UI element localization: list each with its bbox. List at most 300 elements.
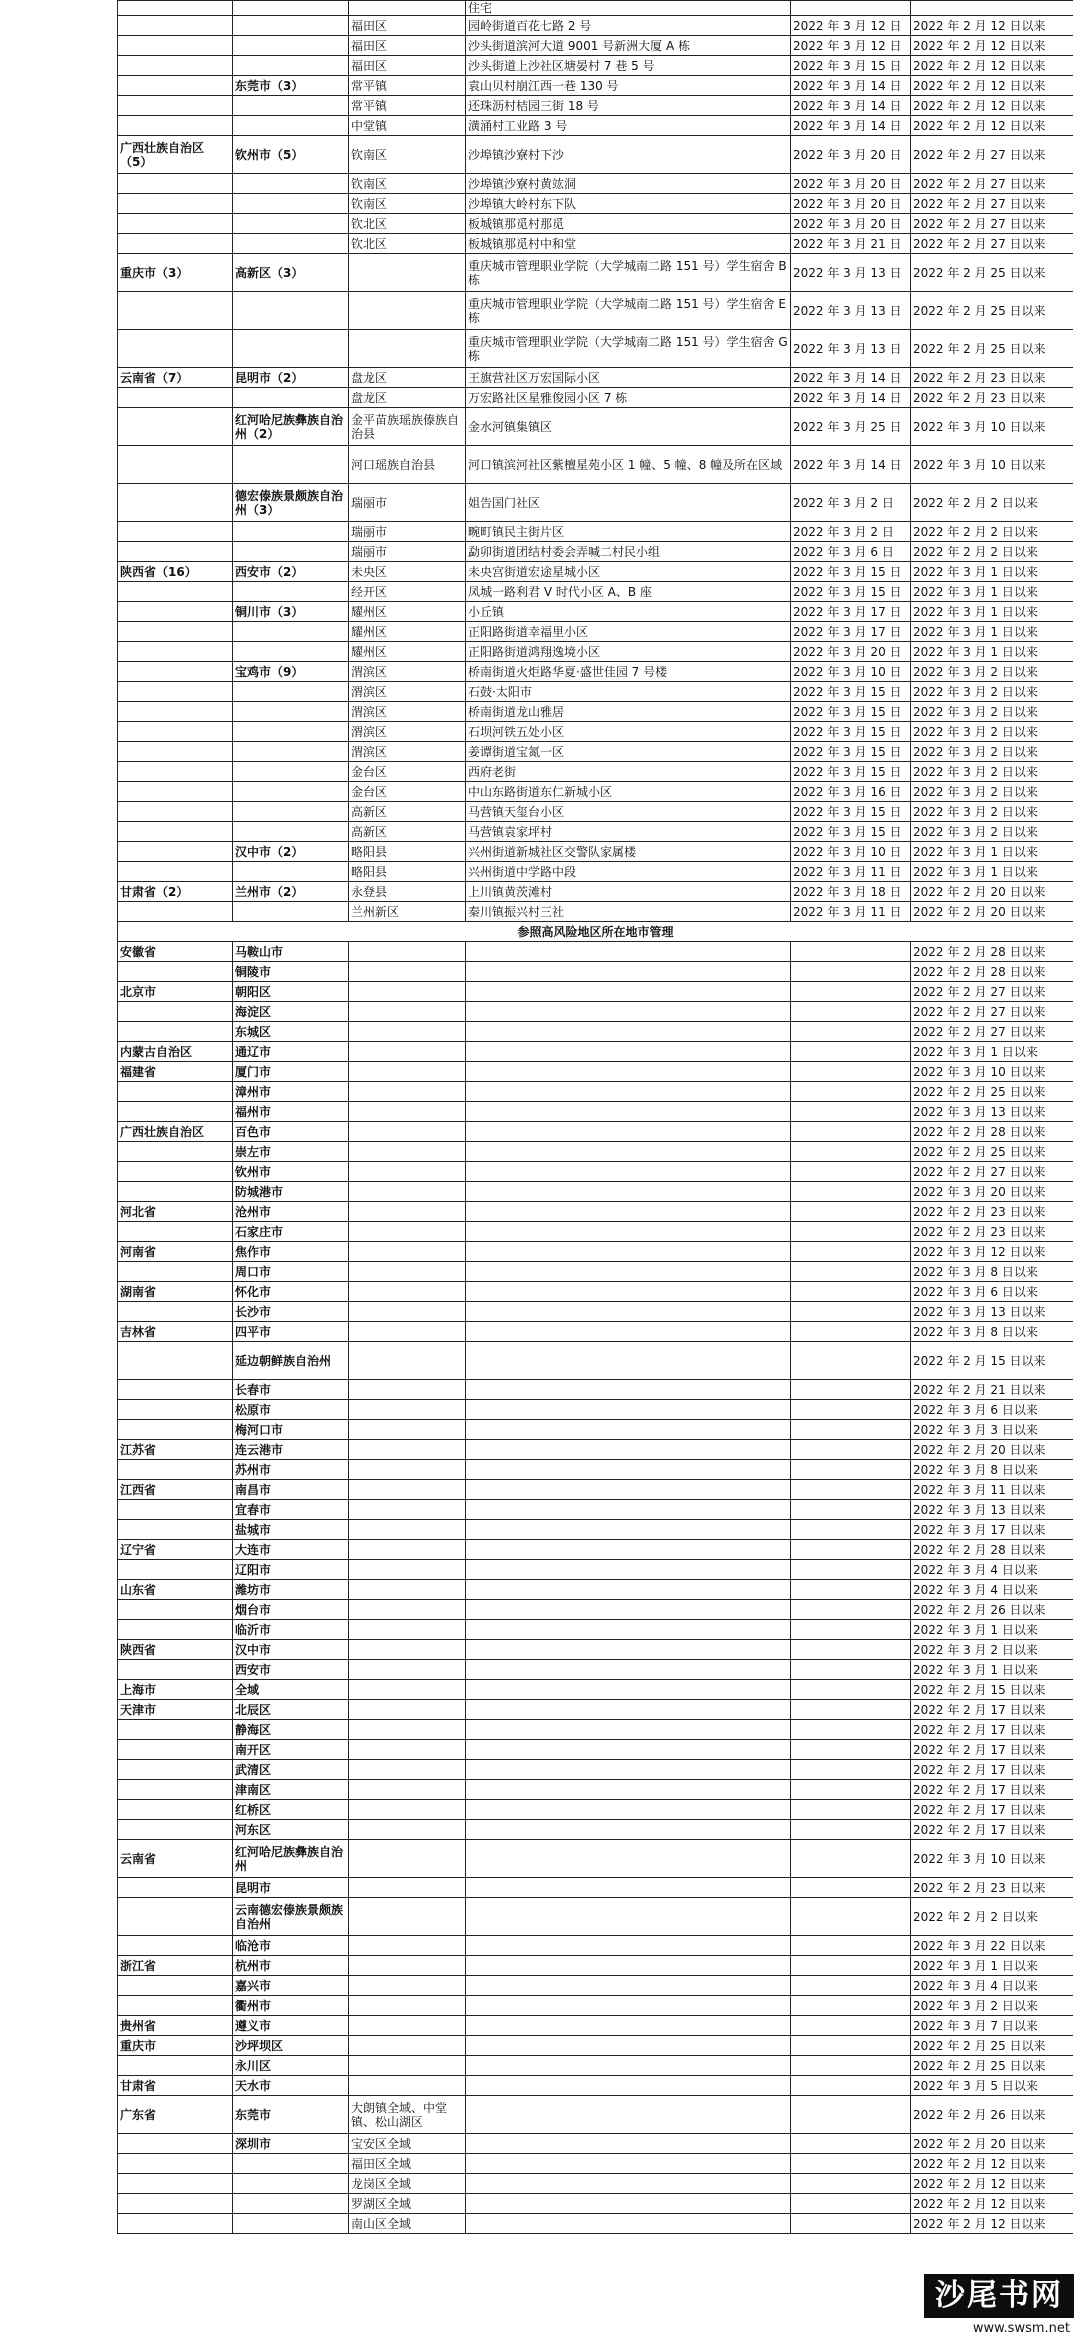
table-cell: 2022 年 3 月 18 日 [791, 882, 911, 902]
table-cell: 2022 年 3 月 2 日 [791, 484, 911, 522]
table-cell [118, 1976, 233, 1996]
table-cell [791, 1222, 911, 1242]
table-cell: 2022 年 3 月 6 日 [791, 542, 911, 562]
table-cell [791, 1002, 911, 1022]
table-row [118, 1062, 1074, 1082]
table-cell: 甘肃省（2） [118, 882, 233, 902]
table-row [118, 1440, 1074, 1460]
table-cell: 苏州市 [233, 1460, 349, 1480]
table-cell: 2022 年 2 月 17 日以来 [911, 1820, 1074, 1840]
table-cell: 2022 年 3 月 2 日以来 [911, 762, 1074, 782]
table-cell [233, 116, 349, 136]
table-cell [349, 1182, 466, 1202]
table-cell: 2022 年 2 月 17 日以来 [911, 1800, 1074, 1820]
table-cell [349, 1202, 466, 1222]
table-cell: 南开区 [233, 1740, 349, 1760]
table-row [118, 1082, 1074, 1102]
table-cell: 桥南街道火炬路华夏·盛世佳园 7 号楼 [466, 662, 791, 682]
table-cell: 广东省 [118, 2096, 233, 2134]
table-cell [118, 1898, 233, 1936]
table-cell [791, 1242, 911, 1262]
table-cell: 北京市 [118, 982, 233, 1002]
table-cell [466, 1062, 791, 1082]
table-cell: 2022 年 3 月 20 日 [791, 214, 911, 234]
table-cell: 金台区 [349, 762, 466, 782]
table-cell [118, 96, 233, 116]
table-cell: 钦南区 [349, 174, 466, 194]
table-cell: 陕西省（16） [118, 562, 233, 582]
table-cell: 2022 年 3 月 10 日 [791, 842, 911, 862]
table-cell: 2022 年 2 月 23 日以来 [911, 388, 1074, 408]
table-row [118, 330, 1074, 368]
table-cell [349, 2016, 466, 2036]
table-cell [349, 1262, 466, 1282]
table-cell [466, 1460, 791, 1480]
table-cell [466, 1342, 791, 1380]
table-cell [118, 1, 233, 16]
table-cell: 耀州区 [349, 642, 466, 662]
table-row [118, 1102, 1074, 1122]
table-cell [233, 214, 349, 234]
table-cell [349, 1342, 466, 1380]
table-cell: 福田区 [349, 56, 466, 76]
table-cell: 罗湖区全域 [349, 2194, 466, 2214]
table-cell [349, 1560, 466, 1580]
table-row [118, 742, 1074, 762]
table-cell: 2022 年 2 月 12 日以来 [911, 16, 1074, 36]
table-cell [118, 1082, 233, 1102]
table-cell: 西安市 [233, 1660, 349, 1680]
table-cell [233, 96, 349, 116]
table-cell: 杭州市 [233, 1956, 349, 1976]
table-row [118, 1540, 1074, 1560]
table-cell: 凤城一路利君 V 时代小区 A、B 座 [466, 582, 791, 602]
table-cell [791, 1620, 911, 1640]
table-row [118, 862, 1074, 882]
table-row [118, 136, 1074, 174]
table-row [118, 1302, 1074, 1322]
table-cell [791, 1202, 911, 1222]
table-cell [466, 1976, 791, 1996]
table-cell: 衢州市 [233, 1996, 349, 2016]
table-cell [466, 1420, 791, 1440]
table-cell: 福田区 [349, 36, 466, 56]
table-cell: 四平市 [233, 1322, 349, 1342]
table-cell: 2022 年 3 月 20 日 [791, 174, 911, 194]
table-cell: 重庆城市管理职业学院（大学城南二路 151 号）学生宿舍 B 栋 [466, 254, 791, 292]
table-cell: 东莞市 [233, 2096, 349, 2134]
table-row [118, 1936, 1074, 1956]
table-cell: 2022 年 3 月 15 日 [791, 822, 911, 842]
table-row [118, 762, 1074, 782]
table-cell [791, 1302, 911, 1322]
table-row [118, 1740, 1074, 1760]
table-cell: 2022 年 2 月 20 日以来 [911, 1440, 1074, 1460]
table-row [118, 1640, 1074, 1660]
table-cell: 2022 年 3 月 25 日 [791, 408, 911, 446]
table-cell: 2022 年 2 月 15 日以来 [911, 1680, 1074, 1700]
table-cell: 秦川镇振兴村三社 [466, 902, 791, 922]
table-cell [466, 1182, 791, 1202]
table-cell: 吉林省 [118, 1322, 233, 1342]
table-cell [466, 1282, 791, 1302]
table-cell [349, 1420, 466, 1440]
table-cell [791, 1142, 911, 1162]
table-cell: 南山区全域 [349, 2214, 466, 2234]
table-cell [233, 802, 349, 822]
table-cell [791, 1342, 911, 1380]
table-cell [791, 1976, 911, 1996]
table-cell [233, 330, 349, 368]
table-cell: 沙坪坝区 [233, 2036, 349, 2056]
table-cell: 2022 年 2 月 20 日以来 [911, 2134, 1074, 2154]
table-cell: 漳州市 [233, 1082, 349, 1102]
table-cell [466, 2016, 791, 2036]
table-cell [118, 484, 233, 522]
table-cell [466, 982, 791, 1002]
table-cell: 2022 年 3 月 20 日 [791, 642, 911, 662]
table-cell [466, 1760, 791, 1780]
table-cell [791, 1460, 911, 1480]
table-cell: 2022 年 3 月 6 日以来 [911, 1282, 1074, 1302]
table-cell [466, 1480, 791, 1500]
table-row [118, 1820, 1074, 1840]
table-cell: 2022 年 3 月 14 日 [791, 76, 911, 96]
table-cell [349, 1700, 466, 1720]
table-cell [233, 642, 349, 662]
table-cell: 2022 年 2 月 27 日以来 [911, 1162, 1074, 1182]
table-row [118, 1520, 1074, 1540]
table-row [118, 2096, 1074, 2134]
table-cell [466, 1322, 791, 1342]
table-cell: 2022 年 2 月 17 日以来 [911, 1720, 1074, 1740]
table-cell: 崇左市 [233, 1142, 349, 1162]
table-cell [349, 1162, 466, 1182]
table-row [118, 2134, 1074, 2154]
table-row [118, 194, 1074, 214]
table-cell [349, 1780, 466, 1800]
table-row [118, 1620, 1074, 1640]
table-cell [233, 722, 349, 742]
table-cell: 未央宫街道宏途星城小区 [466, 562, 791, 582]
table-cell: 南昌市 [233, 1480, 349, 1500]
table-cell [118, 16, 233, 36]
table-cell: 兰州新区 [349, 902, 466, 922]
table-cell [466, 1520, 791, 1540]
table-cell: 宜春市 [233, 1500, 349, 1520]
table-cell: 2022 年 3 月 1 日以来 [911, 1956, 1074, 1976]
table-cell: 2022 年 2 月 12 日以来 [911, 2214, 1074, 2234]
table-row [118, 1380, 1074, 1400]
table-cell: 2022 年 2 月 27 日以来 [911, 136, 1074, 174]
table-cell: 2022 年 2 月 25 日以来 [911, 2056, 1074, 2076]
table-cell: 2022 年 3 月 1 日以来 [911, 1660, 1074, 1680]
table-cell [118, 1022, 233, 1042]
table-cell [349, 1976, 466, 1996]
table-cell [349, 1002, 466, 1022]
table-cell: 沙埠镇大岭村东下队 [466, 194, 791, 214]
table-row [118, 1022, 1074, 1042]
table-cell [791, 1660, 911, 1680]
table-row [118, 36, 1074, 56]
table-cell [118, 446, 233, 484]
risk-area-table [117, 0, 1073, 2234]
table-cell: 陕西省 [118, 1640, 233, 1660]
table-cell [466, 1780, 791, 1800]
table-cell [791, 1800, 911, 1820]
table-cell: 2022 年 3 月 22 日以来 [911, 1936, 1074, 1956]
watermark-url: www.swsm.net [972, 2321, 1070, 2336]
table-cell: 2022 年 3 月 13 日以来 [911, 1302, 1074, 1322]
table-cell [466, 1042, 791, 1062]
table-cell: 2022 年 2 月 27 日以来 [911, 1022, 1074, 1042]
table-cell: 2022 年 2 月 12 日以来 [911, 116, 1074, 136]
table-cell: 桥南街道龙山雅居 [466, 702, 791, 722]
table-cell: 重庆城市管理职业学院（大学城南二路 151 号）学生宿舍 G 栋 [466, 330, 791, 368]
table-cell [466, 1580, 791, 1600]
table-cell: 沧州市 [233, 1202, 349, 1222]
table-row [118, 2154, 1074, 2174]
table-cell [791, 1878, 911, 1898]
table-cell: 中山东路街道东仁新城小区 [466, 782, 791, 802]
table-cell [791, 1162, 911, 1182]
table-cell: 2022 年 2 月 25 日以来 [911, 1082, 1074, 1102]
table-cell: 兴州街道新城社区交警队家属楼 [466, 842, 791, 862]
table-cell: 临沧市 [233, 1936, 349, 1956]
table-cell [118, 1420, 233, 1440]
table-cell [118, 842, 233, 862]
table-cell: 2022 年 2 月 28 日以来 [911, 962, 1074, 982]
table-cell: 浙江省 [118, 1956, 233, 1976]
table-cell [349, 1820, 466, 1840]
table-cell: 高新区 [349, 822, 466, 842]
table-cell: 2022 年 2 月 12 日以来 [911, 96, 1074, 116]
table-cell [118, 76, 233, 96]
table-cell [349, 1380, 466, 1400]
table-row [118, 1222, 1074, 1242]
table-cell [349, 1282, 466, 1302]
table-row [118, 1720, 1074, 1740]
table-cell: 铜陵市 [233, 962, 349, 982]
table-cell [118, 822, 233, 842]
table-cell: 河口瑶族自治县 [349, 446, 466, 484]
table-cell: 2022 年 2 月 23 日以来 [911, 1222, 1074, 1242]
table-cell: 2022 年 3 月 10 日以来 [911, 446, 1074, 484]
table-cell: 2022 年 2 月 17 日以来 [911, 1740, 1074, 1760]
table-cell [118, 722, 233, 742]
table-cell: 福建省 [118, 1062, 233, 1082]
table-row [118, 174, 1074, 194]
table-cell: 盐城市 [233, 1520, 349, 1540]
table-cell: 盘龙区 [349, 368, 466, 388]
table-cell [466, 942, 791, 962]
table-cell: 2022 年 3 月 1 日以来 [911, 642, 1074, 662]
table-cell: 2022 年 2 月 20 日以来 [911, 882, 1074, 902]
table-cell: 2022 年 2 月 12 日以来 [911, 36, 1074, 56]
table-cell: 2022 年 3 月 2 日以来 [911, 1996, 1074, 2016]
table-cell: 正阳路街道鸿翔逸境小区 [466, 642, 791, 662]
table-cell: 武清区 [233, 1760, 349, 1780]
table-cell [233, 862, 349, 882]
table-cell [118, 1800, 233, 1820]
table-cell [791, 1600, 911, 1620]
table-cell [466, 2056, 791, 2076]
table-cell: 昆明市（2） [233, 368, 349, 388]
table-cell [791, 2194, 911, 2214]
table-cell: 烟台市 [233, 1600, 349, 1620]
table-cell [233, 194, 349, 214]
table-row [118, 16, 1074, 36]
table-cell [233, 234, 349, 254]
table-cell [466, 1222, 791, 1242]
table-cell: 2022 年 3 月 20 日 [791, 194, 911, 214]
table-row [118, 1420, 1074, 1440]
table-cell: 住宅 [466, 1, 791, 16]
table-cell [791, 1262, 911, 1282]
table-cell [466, 1680, 791, 1700]
table-cell: 松原市 [233, 1400, 349, 1420]
table-cell: 沙埠镇沙寮村黄竑洞 [466, 174, 791, 194]
table-cell: 昆明市 [233, 1878, 349, 1898]
table-row [118, 1262, 1074, 1282]
table-cell: 2022 年 2 月 23 日以来 [911, 1878, 1074, 1898]
table-cell [466, 2174, 791, 2194]
table-cell [118, 1878, 233, 1898]
table-cell [791, 1122, 911, 1142]
table-cell [118, 1380, 233, 1400]
table-row [118, 388, 1074, 408]
table-row [118, 942, 1074, 962]
table-cell [349, 254, 466, 292]
table-cell: 红河哈尼族彝族自治州 [233, 1840, 349, 1878]
table-cell [466, 1082, 791, 1102]
table-row [118, 2194, 1074, 2214]
table-cell: 园岭街道百花七路 2 号 [466, 16, 791, 36]
table-cell: 2022 年 2 月 2 日以来 [911, 522, 1074, 542]
table-cell: 2022 年 3 月 10 日 [791, 662, 911, 682]
table-cell [233, 446, 349, 484]
site-watermark [924, 2270, 1074, 2336]
table-cell: 2022 年 3 月 2 日以来 [911, 802, 1074, 822]
table-cell [791, 1282, 911, 1302]
table-cell [349, 1956, 466, 1976]
table-cell: 略阳县 [349, 842, 466, 862]
table-cell: 2022 年 3 月 1 日以来 [911, 582, 1074, 602]
table-row [118, 1956, 1074, 1976]
table-cell [791, 2174, 911, 2194]
table-cell [233, 56, 349, 76]
table-cell: 2022 年 3 月 13 日 [791, 330, 911, 368]
table-cell: 临沂市 [233, 1620, 349, 1640]
table-cell [791, 1760, 911, 1780]
table-cell: 2022 年 3 月 2 日以来 [911, 742, 1074, 762]
table-cell: 畹町镇民主街片区 [466, 522, 791, 542]
table-cell [233, 174, 349, 194]
table-cell [466, 2036, 791, 2056]
table-cell: 河口镇滨河社区紫檀星苑小区 1 幢、5 幢、8 幢及所在区域 [466, 446, 791, 484]
table-cell: 江西省 [118, 1480, 233, 1500]
table-row [118, 902, 1074, 922]
table-cell: 辽宁省 [118, 1540, 233, 1560]
table-cell: 兰州市（2） [233, 882, 349, 902]
table-cell [791, 2076, 911, 2096]
table-cell: 2022 年 3 月 14 日 [791, 96, 911, 116]
table-cell: 高新区 [349, 802, 466, 822]
table-cell: 中堂镇 [349, 116, 466, 136]
table-cell [791, 1062, 911, 1082]
table-cell: 2022 年 2 月 2 日以来 [911, 542, 1074, 562]
table-row [118, 562, 1074, 582]
table-cell [466, 2076, 791, 2096]
table-cell [791, 1680, 911, 1700]
table-cell [118, 2134, 233, 2154]
table-cell [118, 802, 233, 822]
table-cell [349, 1082, 466, 1102]
managed-city-rows [118, 942, 1074, 2234]
table-cell: 梅河口市 [233, 1420, 349, 1440]
table-cell: 厦门市 [233, 1062, 349, 1082]
table-cell [466, 1600, 791, 1620]
table-cell [349, 1760, 466, 1780]
table-cell: 2022 年 3 月 15 日 [791, 762, 911, 782]
table-cell: 津南区 [233, 1780, 349, 1800]
table-cell [791, 1640, 911, 1660]
table-cell: 板城镇那觅村中和堂 [466, 234, 791, 254]
table-row [118, 446, 1074, 484]
table-cell: 经开区 [349, 582, 466, 602]
table-row [118, 1400, 1074, 1420]
table-cell [791, 1560, 911, 1580]
table-cell [349, 330, 466, 368]
table-cell: 耀州区 [349, 622, 466, 642]
table-cell: 2022 年 3 月 20 日 [791, 136, 911, 174]
table-row [118, 96, 1074, 116]
table-cell: 2022 年 3 月 11 日 [791, 862, 911, 882]
table-cell: 2022 年 3 月 14 日 [791, 368, 911, 388]
table-cell [349, 982, 466, 1002]
table-cell [349, 1840, 466, 1878]
table-cell: 2022 年 3 月 15 日 [791, 582, 911, 602]
table-cell: 红桥区 [233, 1800, 349, 1820]
table-cell: 2022 年 3 月 4 日以来 [911, 1560, 1074, 1580]
table-cell: 天津市 [118, 1700, 233, 1720]
table-cell: 2022 年 3 月 21 日 [791, 234, 911, 254]
table-cell [791, 1720, 911, 1740]
table-cell: 2022 年 2 月 15 日以来 [911, 1342, 1074, 1380]
table-cell [118, 408, 233, 446]
table-row [118, 1460, 1074, 1480]
table-cell [466, 1400, 791, 1420]
table-row [118, 822, 1074, 842]
table-cell [118, 1400, 233, 1420]
table-cell [118, 1620, 233, 1640]
table-row [118, 622, 1074, 642]
table-cell: 大朗镇全域、中堂镇、松山湖区 [349, 2096, 466, 2134]
table-cell [466, 1740, 791, 1760]
table-cell [349, 1222, 466, 1242]
table-cell [118, 1660, 233, 1680]
table-cell [791, 962, 911, 982]
table-cell: 常平镇 [349, 76, 466, 96]
table-cell: 钦南区 [349, 136, 466, 174]
table-cell [118, 1002, 233, 1022]
table-cell [791, 1520, 911, 1540]
table-cell [349, 1740, 466, 1760]
table-cell [791, 982, 911, 1002]
table-cell: 金平苗族瑶族傣族自治县 [349, 408, 466, 446]
table-cell [349, 1460, 466, 1480]
table-cell [466, 1302, 791, 1322]
